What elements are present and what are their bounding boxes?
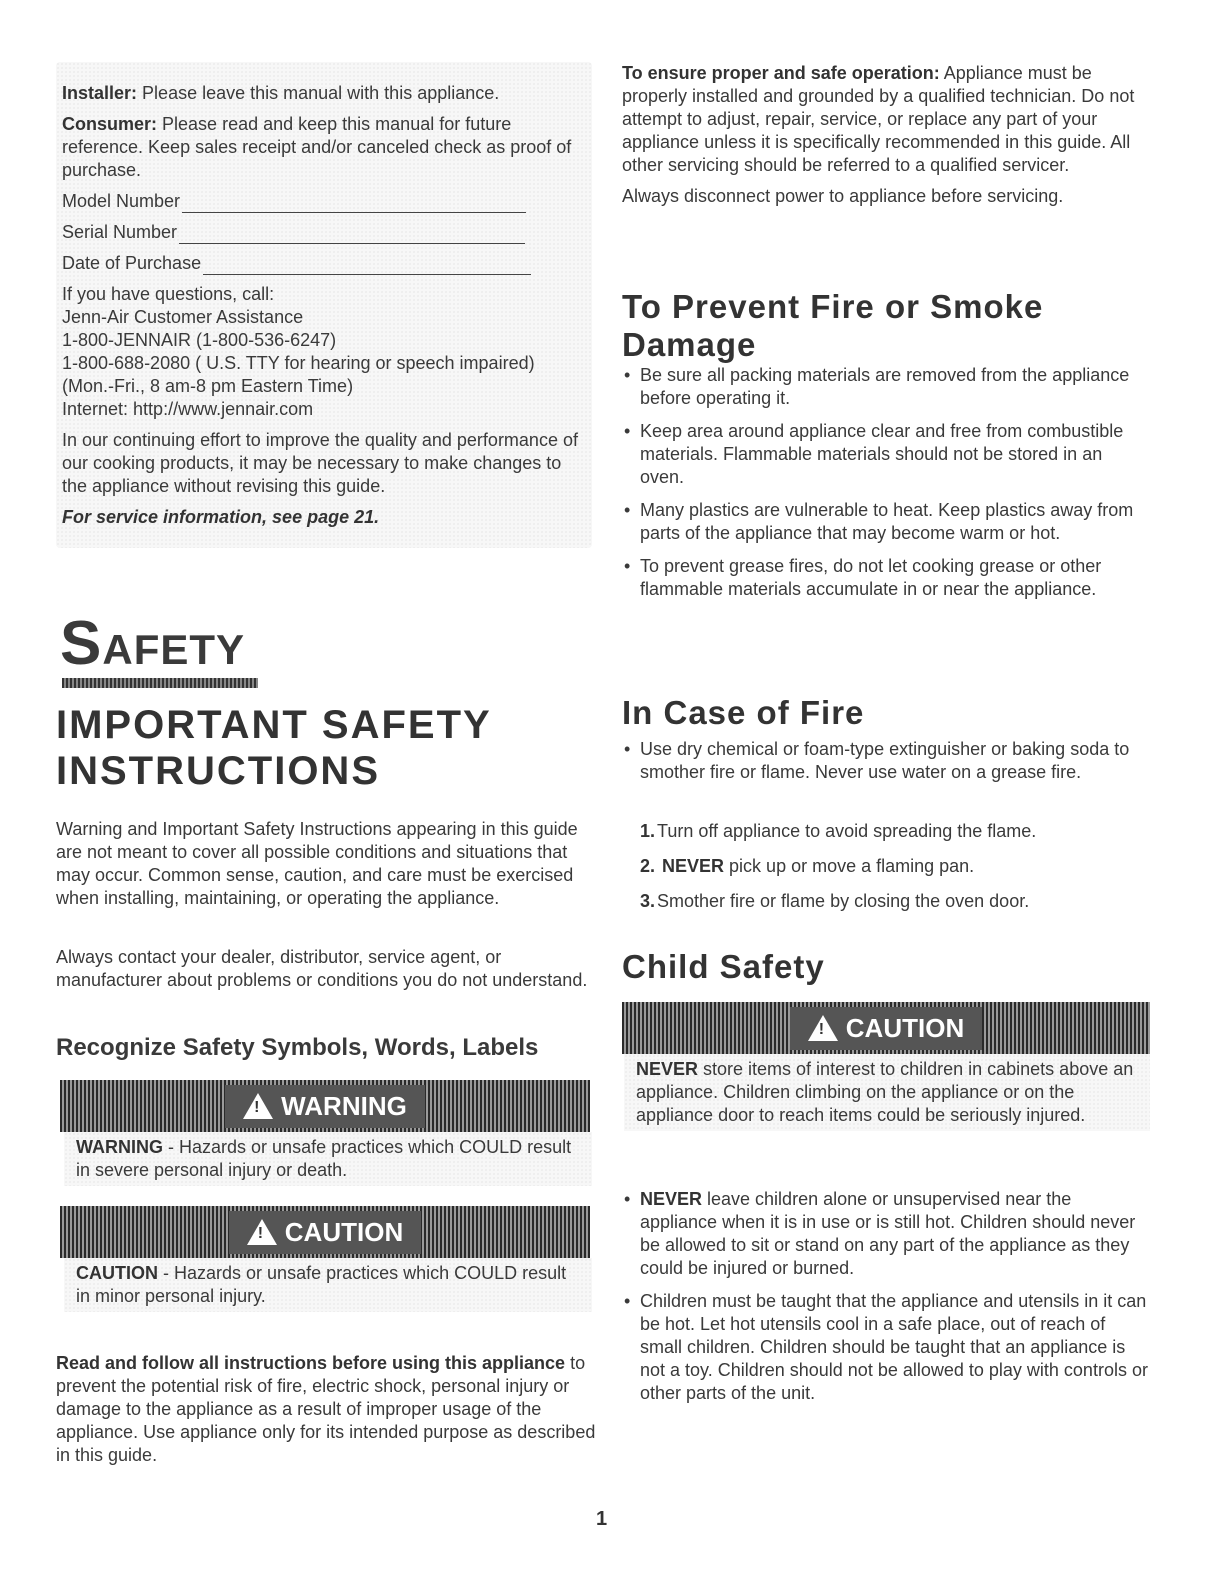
prevent-fire-title: To Prevent Fire or Smoke Damage bbox=[622, 288, 1044, 363]
safety-underline bbox=[62, 678, 258, 688]
recognize-title: Recognize Safety Symbols, Words, Labels bbox=[56, 1034, 539, 1061]
serial-number-field[interactable]: Serial Number bbox=[62, 221, 584, 244]
list-item: 1. Turn off appliance to avoid spreading the flame. bbox=[640, 821, 1037, 841]
improvement-note: In our continuing effort to improve the quality and performance of our cooking products, it may be necessary to make changes to the appliance without revising this guide. bbox=[62, 430, 578, 496]
list-item: • To prevent grease fires, do not let cooking grease or other flammable materials accumulate in or near the appliance. bbox=[622, 555, 1150, 601]
service-info-link[interactable]: For service information, see page 21. bbox=[62, 507, 380, 527]
list-item: 2. NEVER pick up or move a flaming pan. bbox=[640, 856, 975, 876]
internet-link[interactable]: Internet: http://www.jennair.com bbox=[62, 399, 314, 419]
list-item: • Many plastics are vulnerable to heat. Keep plastics away from parts of the appliance that may become warm or hot. bbox=[622, 499, 1150, 545]
list-item: 3. Smother fire or flame by closing the oven door. bbox=[640, 891, 1030, 911]
fire-bullet-list bbox=[622, 738, 1150, 794]
caution-banner: ! CAUTION bbox=[60, 1206, 590, 1258]
fire-steps-list bbox=[640, 820, 1150, 925]
list-item: • NEVER leave children alone or unsupervised near the appliance when it is in use or is still hot. Children should never be allowed to sit or stand on any part of the appliance as they could be injured or burned. bbox=[622, 1188, 1150, 1280]
child-safety-title: Child Safety bbox=[622, 948, 825, 985]
consumer-note: Consumer: Please read and keep this manual for future reference. Keep sales receipt and/or canceled check as proof of purchase. bbox=[62, 114, 572, 180]
installer-note: Installer: Please leave this manual with this appliance. bbox=[62, 83, 500, 103]
caution-triangle-icon bbox=[247, 1219, 277, 1245]
important-safety-title: IMPORTANT SAFETY INSTRUCTIONS bbox=[56, 703, 491, 793]
info-box bbox=[56, 62, 592, 548]
child-safety-list bbox=[622, 1188, 1150, 1415]
warning-banner: ! WARNING bbox=[60, 1080, 590, 1132]
model-number-field[interactable]: Model Number bbox=[62, 190, 584, 213]
read-instructions-paragraph: Read and follow all instructions before using this appliance to prevent the potential risk of fire, electric shock, personal injury or damage to the appliance as a result of improper usage of the appliance. Use appliance only for its intended purpose as described in this guide. bbox=[56, 1353, 596, 1465]
list-item: • Be sure all packing materials are removed from the appliance before operating it. bbox=[622, 364, 1150, 410]
in-case-of-fire-title: In Case of Fire bbox=[622, 694, 865, 731]
caution-description: CAUTION - Hazards or unsafe practices which COULD result in minor personal injury. bbox=[64, 1258, 592, 1312]
contact-paragraph: Always contact your dealer, distributor, service agent, or manufacturer about problems or conditions you do not understand. bbox=[56, 947, 588, 990]
prevent-fire-list bbox=[622, 364, 1150, 611]
safety-heading: SAFETY bbox=[60, 609, 246, 678]
child-caution-description: NEVER store items of interest to children in cabinets above an appliance. Children climbing on the appliance or on the appliance door to reach items could be seriously injured. bbox=[624, 1054, 1150, 1131]
caution-triangle-icon bbox=[808, 1015, 838, 1041]
intro-paragraph: Warning and Important Safety Instructions appearing in this guide are not meant to cover all possible conditions and situations that may occur. Common sense, caution, and care must be exercised when installing, maintaining, or operating the appliance. bbox=[56, 819, 578, 908]
operation-notes: To ensure proper and safe operation: Appliance must be properly installed and grounded by a qualified technician. Do not attempt to adjust, repair, service, or replace any part of your appliance unless it is specifically recommended in this guide. All other servicing should be referred to a qualified servicer. Always disconnect power to appliance before servicing. bbox=[622, 63, 1135, 206]
contact-info: If you have questions, call: Jenn-Air Customer Assistance 1-800-JENNAIR (1-800-536-6247) 1-800-688-2080 ( U.S. TTY for hearing or speech impaired) (Mon.-Fri., 8 am-8 pm Eastern Time) Internet: http://www.jennair.com bbox=[62, 283, 584, 421]
list-item: • Use dry chemical or foam-type extinguisher or baking soda to smother fire or flame. Never use water on a grease fire. bbox=[622, 738, 1150, 784]
child-caution-banner: ! CAUTION bbox=[622, 1002, 1150, 1054]
purchase-date-field[interactable]: Date of Purchase bbox=[62, 252, 584, 275]
page-number: 1 bbox=[596, 1508, 608, 1530]
warning-triangle-icon bbox=[243, 1093, 273, 1119]
list-item: • Children must be taught that the appliance and utensils in it can be hot. Let hot utensils cool in a safe place, out of reach of small children. Children should be taught that an appliance is not a toy. Children should not be allowed to play with controls or other parts of the unit. bbox=[622, 1290, 1150, 1405]
list-item: • Keep area around appliance clear and free from combustible materials. Flammable materials should not be stored in an oven. bbox=[622, 420, 1150, 489]
warning-description: WARNING - Hazards or unsafe practices which COULD result in severe personal injury or death. bbox=[64, 1132, 592, 1186]
